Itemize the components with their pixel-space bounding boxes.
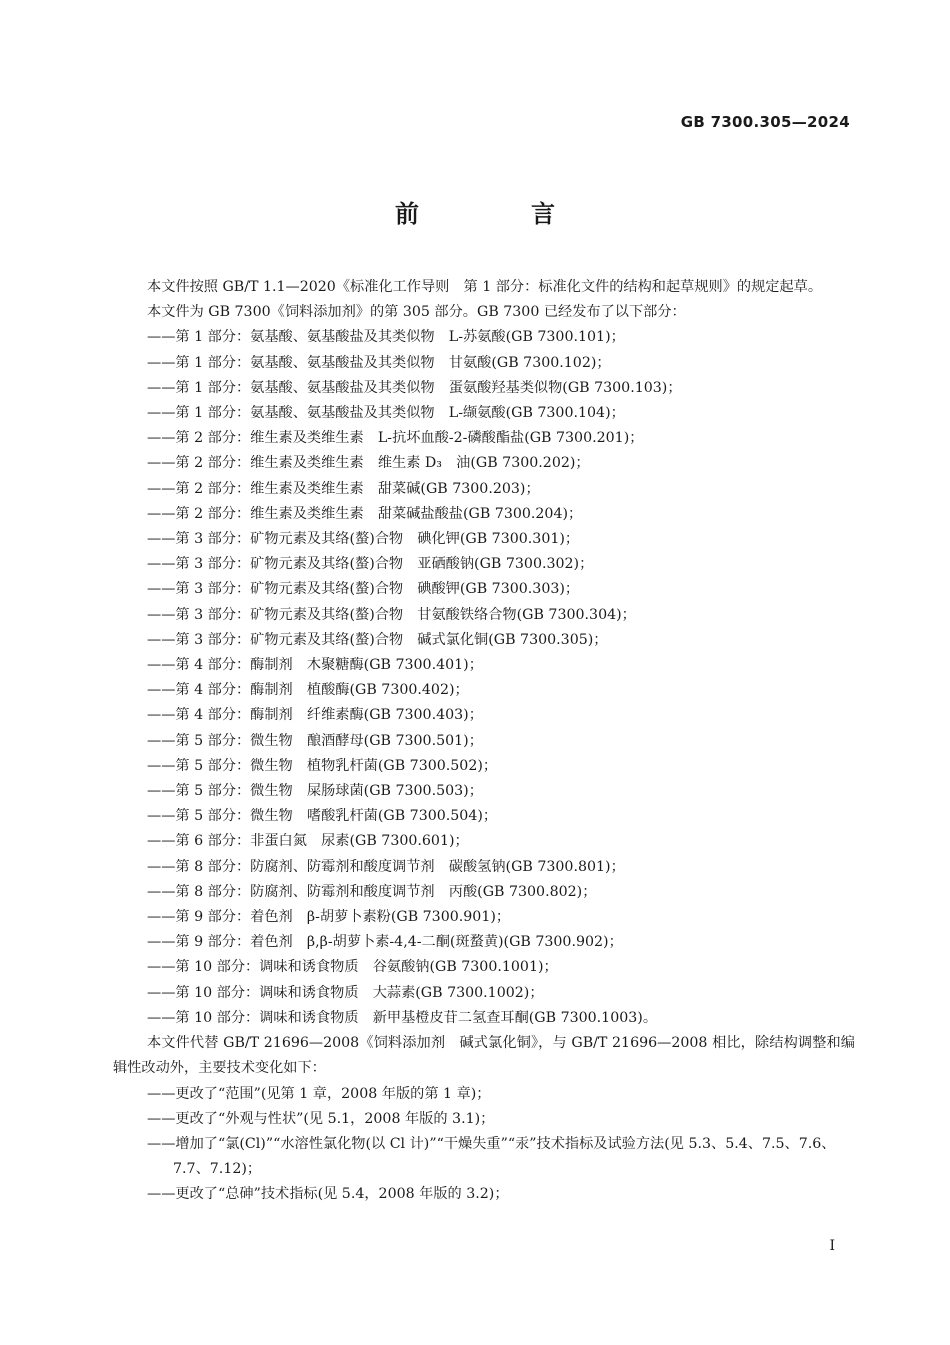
list-item: ——第 5 部分：微生物 嗜酸乳杆菌(GB 7300.504)； — [147, 808, 498, 825]
list-item: ——第 9 部分：着色剂 β,β-胡萝卜素-4,4-二酮(斑蝥黄)(GB 7300.902)； — [147, 934, 623, 951]
list-item: ——第 10 部分：调味和诱食物质 谷氨酸钠(GB 7300.1001)； — [147, 959, 558, 976]
change-item: ——更改了“外观与性状”(见 5.1，2008 年版的 3.1)； — [147, 1110, 495, 1127]
list-item: ——第 5 部分：微生物 屎肠球菌(GB 7300.503)； — [147, 783, 483, 800]
change-item: ——增加了“氯(Cl)”“水溶性氯化物(以 Cl 计)”“干燥失重”“汞”技术指标及试验方法(见 5.3、5.4、7.5、7.6、7.7、7.12)； — [147, 1135, 836, 1178]
list-item: ——第 9 部分：着色剂 β-胡萝卜素粉(GB 7300.901)； — [147, 909, 511, 926]
list-item: ——第 4 部分：酶制剂 木聚糖酶(GB 7300.401)； — [147, 657, 483, 674]
list-item: ——第 5 部分：微生物 植物乳杆菌(GB 7300.502)； — [147, 757, 498, 774]
parts-list — [113, 325, 855, 1031]
list-item: ——第 2 部分：维生素及类维生素 甜菜碱盐酸盐(GB 7300.204)； — [147, 505, 583, 522]
change-item: ——更改了“总砷”技术指标(见 5.4，2008 年版的 3.2)； — [147, 1186, 509, 1203]
replacement-paragraph: 本文件代替 GB/T 21696—2008《饲料添加剂 碱式氯化铜》，与 GB/T 21696—2008 相比，除结构调整和编辑性改动外，主要技术变化如下： — [113, 1035, 855, 1077]
list-item: ——第 2 部分：维生素及类维生素 维生素 D₃ 油(GB 7300.202)； — [147, 455, 590, 472]
list-item: ——第 3 部分：矿物元素及其络(螯)合物 碘酸钾(GB 7300.303)； — [147, 581, 580, 598]
list-item: ——第 1 部分：氨基酸、氨基酸盐及其类似物 甘氨酸(GB 7300.102)； — [147, 354, 611, 371]
list-item: ——第 8 部分：防腐剂、防霉剂和酸度调节剂 碳酸氢钠(GB 7300.801)； — [147, 858, 625, 875]
list-item: ——第 1 部分：氨基酸、氨基酸盐及其类似物 L-苏氨酸(GB 7300.101)； — [147, 329, 625, 346]
list-item: ——第 1 部分：氨基酸、氨基酸盐及其类似物 蛋氨酸羟基类似物(GB 7300.103)； — [147, 379, 682, 396]
list-item: ——第 3 部分：矿物元素及其络(螯)合物 甘氨酸铁络合物(GB 7300.304)； — [147, 606, 636, 623]
page-title: 前 言 — [395, 199, 599, 228]
page-number: I — [829, 1238, 835, 1254]
change-item: ——更改了“范围”(见第 1 章，2008 年版的第 1 章)； — [147, 1085, 491, 1102]
standard-number: GB 7300.305—2024 — [680, 113, 850, 131]
list-item: ——第 3 部分：矿物元素及其络(螯)合物 亚硒酸钠(GB 7300.302)； — [147, 556, 594, 573]
changes-list — [113, 1082, 855, 1208]
list-item: ——第 3 部分：矿物元素及其络(螯)合物 碱式氯化铜(GB 7300.305)； — [147, 631, 608, 648]
list-item: ——第 2 部分：维生素及类维生素 L-抗坏血酸-2-磷酸酯盐(GB 7300.201)； — [147, 430, 644, 447]
list-item: ——第 6 部分：非蛋白氮 尿素(GB 7300.601)； — [147, 833, 469, 850]
list-item: ——第 5 部分：微生物 酿酒酵母(GB 7300.501)； — [147, 732, 483, 749]
list-item: ——第 1 部分：氨基酸、氨基酸盐及其类似物 L-缬氨酸(GB 7300.104)； — [147, 405, 625, 422]
foreword-body — [113, 275, 855, 1208]
list-item: ——第 10 部分：调味和诱食物质 大蒜素(GB 7300.1002)； — [147, 984, 544, 1001]
parts-intro-paragraph: 本文件为 GB 7300《饲料添加剂》的第 305 部分。GB 7300 已经发布了以下部分： — [147, 304, 686, 321]
list-item: ——第 4 部分：酶制剂 植酸酶(GB 7300.402)； — [147, 682, 469, 699]
list-item: ——第 8 部分：防腐剂、防霉剂和酸度调节剂 丙酸(GB 7300.802)； — [147, 883, 597, 900]
list-item: ——第 10 部分：调味和诱食物质 新甲基橙皮苷二氢查耳酮(GB 7300.1003)。 — [147, 1009, 658, 1026]
list-item: ——第 4 部分：酶制剂 纤维素酶(GB 7300.403)； — [147, 707, 483, 724]
list-item: ——第 3 部分：矿物元素及其络(螯)合物 碘化钾(GB 7300.301)； — [147, 531, 580, 548]
list-item: ——第 2 部分：维生素及类维生素 甜菜碱(GB 7300.203)； — [147, 480, 540, 497]
intro-paragraph: 本文件按照 GB/T 1.1—2020《标准化工作导则 第 1 部分：标准化文件的结构和起草规则》的规定起草。 — [147, 279, 823, 295]
